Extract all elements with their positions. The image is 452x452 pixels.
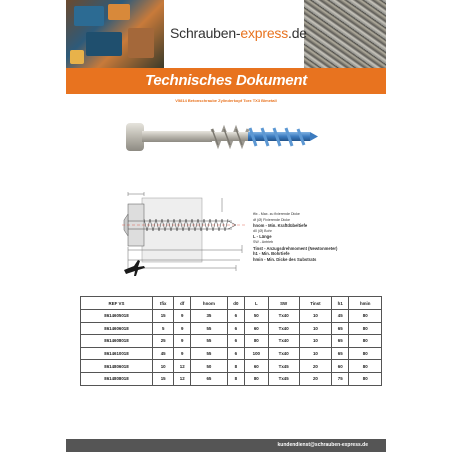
table-cell: Tx45 [268, 360, 299, 373]
table-cell: 6 [227, 347, 244, 360]
table-cell: 9 [174, 322, 191, 335]
legend-item: tfix - Max. zu fixierende Dicke [253, 212, 300, 216]
table-cell: 8 [227, 360, 244, 373]
col-header: df [174, 297, 191, 310]
table-cell: 5 [152, 322, 173, 335]
table-cell: 35 [191, 310, 228, 323]
table-cell: Tx40 [268, 347, 299, 360]
table-cell: 80 [349, 322, 382, 335]
table-row [81, 322, 382, 335]
company-logo[interactable] [170, 25, 307, 41]
table-row [81, 310, 382, 323]
footer-email-link[interactable]: kundendienst@schrauben-express.de [277, 442, 368, 448]
table-cell: 10 [299, 347, 331, 360]
fixture-plate [128, 204, 144, 246]
table-cell: 10 [299, 310, 331, 323]
table-cell: 8614610018 [81, 347, 153, 360]
table-cell: 10 [299, 335, 331, 348]
table-cell: 80 [349, 335, 382, 348]
screw-head [126, 123, 144, 151]
legend-item: Tinst - Anzugsdrehmoment (Newtonmeter) [253, 245, 338, 251]
product-subtitle: V5814 Betonschraube Zylinderkopf Torx TX3 Bimetall [175, 98, 277, 103]
logo-accent: express [240, 25, 289, 41]
table-cell: 80 [349, 372, 382, 385]
table-cell: 55 [191, 322, 228, 335]
col-header: hnom [191, 297, 228, 310]
table-cell: 20 [299, 360, 331, 373]
table-cell: 8614808018 [81, 372, 153, 385]
plane-icon [124, 260, 145, 276]
table-cell: 12 [174, 360, 191, 373]
table-cell: 10 [152, 360, 173, 373]
table-cell: 100 [245, 347, 269, 360]
specs-table [80, 296, 382, 386]
table-row [81, 347, 382, 360]
col-header: h1 [332, 297, 349, 310]
legend-item: hnom - Min. Kraftdübeltiefe [253, 223, 308, 229]
table-row [81, 372, 382, 385]
legend-item: df (Ø) Fixierende Dicke [253, 217, 290, 222]
col-header: tfix [152, 297, 173, 310]
logo-main: Schrauben- [170, 25, 241, 41]
table-cell: 45 [332, 310, 349, 323]
screws-photo [304, 0, 386, 68]
table-cell: 8614605018 [81, 310, 153, 323]
table-cell: 10 [299, 322, 331, 335]
table-cell: Tx40 [268, 322, 299, 335]
table-cell: 60 [332, 360, 349, 373]
table-cell: 9 [174, 347, 191, 360]
table-cell: 25 [152, 335, 173, 348]
table-cell: 80 [349, 310, 382, 323]
legend-item: SW - Antrieb [253, 239, 274, 244]
table-cell: 55 [191, 335, 228, 348]
col-header: d0 [227, 297, 244, 310]
table-cell: 8614606018 [81, 322, 153, 335]
substrate-block [142, 198, 202, 262]
legend-item: L - Länge [253, 234, 272, 240]
screw-shank [142, 131, 212, 142]
table-cell: 9 [174, 310, 191, 323]
table-cell: 6 [227, 310, 244, 323]
col-header: REF VS [81, 297, 153, 310]
legend-item: h1 - Min. Bohrtiefe [253, 251, 290, 257]
table-cell: 80 [349, 360, 382, 373]
table-cell: 65 [332, 322, 349, 335]
technical-drawing [122, 190, 262, 280]
legend [253, 212, 383, 262]
table-row [81, 335, 382, 348]
workshop-photo [66, 0, 164, 68]
table-cell: 9 [174, 335, 191, 348]
page-title: Technisches Dokument [145, 72, 307, 89]
table-cell: 8614806018 [81, 360, 153, 373]
col-header: SW [268, 297, 299, 310]
col-header: L [245, 297, 269, 310]
table-cell: 60 [245, 360, 269, 373]
legend-item: hmin - Min. Dicke des Substrats [253, 256, 317, 262]
table-cell: Tx40 [268, 335, 299, 348]
table-cell: 50 [245, 310, 269, 323]
table-cell: 15 [152, 372, 173, 385]
table-cell: 12 [174, 372, 191, 385]
table-cell: 20 [299, 372, 331, 385]
table-cell: Tx40 [268, 310, 299, 323]
table-cell: 80 [245, 372, 269, 385]
col-header: Tinst [299, 297, 331, 310]
table-cell: 65 [191, 372, 228, 385]
col-header: hmin [349, 297, 382, 310]
legend-item: d0 (Ø) Bohr [253, 228, 272, 233]
table-cell: 55 [191, 347, 228, 360]
table-cell: 80 [245, 335, 269, 348]
table-row [81, 360, 382, 373]
document-page [66, 0, 386, 452]
logo-tld: .de [288, 25, 307, 41]
table-cell: 6 [227, 335, 244, 348]
table-cell: 45 [152, 347, 173, 360]
table-cell: Tx45 [268, 372, 299, 385]
table-cell: 60 [245, 322, 269, 335]
table-cell: 8614608018 [81, 335, 153, 348]
table-cell: 75 [332, 372, 349, 385]
screw-image [124, 118, 320, 158]
table-cell: 15 [152, 310, 173, 323]
table-cell: 8 [227, 372, 244, 385]
screw-thread-blue [248, 128, 318, 146]
table-cell: 50 [191, 360, 228, 373]
table-header-row [81, 297, 382, 310]
table-cell: 65 [332, 347, 349, 360]
screw-thread-steel [210, 129, 250, 145]
table-cell: 65 [332, 335, 349, 348]
table-cell: 80 [349, 347, 382, 360]
table-cell: 6 [227, 322, 244, 335]
